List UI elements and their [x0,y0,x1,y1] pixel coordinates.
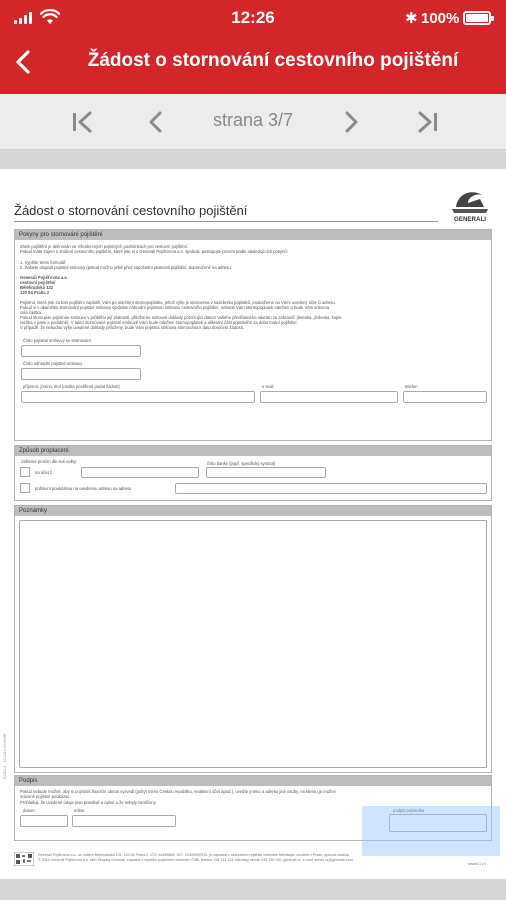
instruction-text: Pojistná, která jste za toto pojištění zaplatili, Vám po odečtení stornopoplatku, jehož výše je stanovena v sazebníku poplatků, poukážeme na Vámi uvedený účet či adresu. [20,300,336,305]
instruction-text: Pokud máte zájem o zrušení cestovního pojištění, které jste si u Generali Pojišťovna a.s. sjednali, postupujte prosím podle následujících pokynů: [20,249,288,254]
document-footer [38,853,353,862]
footer-line: © 2015 Generali Pojišťovna a.s. člen Skupiny Generali, zapsané v rejstříku pojišťoven vedeném ČNB, telefon: 241 114 114, klientský servis: 244 190 190, generali.cz, e-mail: servis.cz@generali.com [38,857,353,862]
account-number-field[interactable] [81,467,199,478]
notes-field[interactable] [19,520,487,768]
bank-code-field[interactable] [206,467,326,478]
signature-field[interactable] [389,814,487,832]
name-field[interactable] [21,391,255,403]
postal-order-checkbox[interactable] [20,483,30,493]
form-code: B2101.2 - 10.2015 40.00 BR [3,733,7,779]
field-label: e-mail [262,384,274,389]
field-label: Číslo pojistné smlouvy ke stornování [23,338,91,343]
section-heading: Pokyny pro stornování pojištění [15,230,491,240]
field-label: poštovní poukázkou na uvedenou adresu na adresu [35,486,132,491]
signature-text: Pokud nebude možné, aby si pojistník finanční obnos vyzvedl (pobyt mimo Českou republiku, neaktivní účet apod.), uveďte jméno a adresu jiné osoby, na kterou je možné [20,789,336,794]
logo-text: GENERALI [454,216,486,223]
address-line: 120 84 Praha 2 [20,290,50,295]
next-page-button[interactable] [337,108,365,136]
document-page-number: strana 1 z 1 [468,862,487,866]
bank-account-checkbox[interactable] [20,467,30,477]
title-underline [14,221,438,222]
footer-line: Generali Pojišťovna a.s., se sídlem Bělehradská 132, 120 84 Praha 2, IČO: 61859869, DIČ: CZ699000761, je zapsaná v obchodním rejstříku vedeném Městským soudem v Praze, spisová značka [38,853,349,857]
instruction-text: V případě, že nebudou výše uvedené doklady přiloženy, bude Vám pojistná smlouva stornována k datu doručení žádosti. [20,325,244,330]
field-label: datum [23,808,35,813]
instruction-step: 2. Zašlete originál pojistné smlouvy (pokud možno ještě před započetím platnosti pojištění, doporučeně na adresu: [20,265,232,270]
bluetooth-icon: ✱ [405,10,418,27]
document-title: Žádost o stornování cestovního pojištění [14,203,248,218]
generali-logo [446,185,494,225]
page-gap [0,151,506,169]
policy-number-field[interactable] [21,345,141,357]
section-signature [14,775,492,841]
place-field[interactable] [72,815,176,827]
instruction-step: 1. Vyplňte tento formulář [20,260,66,265]
email-field[interactable] [260,391,398,403]
signature-text: vrácené pojistné poukázat. [20,794,70,799]
instruction-text: celá částka. [20,310,43,315]
field-label: příjmení, jméno, titul (osoba pověřená podat žádost) [23,384,120,389]
phone-field[interactable] [403,391,487,403]
section-heading: Poznámky [15,506,491,516]
field-label: podpis pojistníka [393,808,425,813]
screen-title: Žádost o stornování cestovního pojištění [87,50,459,71]
app-header [0,0,506,94]
section-payout [14,445,492,501]
page-gap-bottom [0,879,506,900]
section-heading: Podpis [15,776,491,786]
field-label: místo [74,808,85,813]
page-navigator [0,94,506,150]
address-line: cestovní pojištění [20,280,56,285]
instruction-text: Pokud si v okamžiku stornování pojistné smlouvy sjednáte náhradní pojistnou smlouvu cestovního pojištění, nebude Vám stornopoplatek odečten a bude Vám vrácena [20,305,330,310]
battery-icon [463,11,491,25]
date-field[interactable] [20,815,68,827]
section-notes [14,505,492,773]
section-instructions [14,229,492,441]
back-button[interactable] [10,48,38,76]
status-time: 12:26 [231,8,275,27]
instruction-text: Zánik pojištění je definován ve Všeobecných pojistných podmínkách pro cestovní pojištění. [20,244,189,249]
section-heading: Způsob proplacení [15,446,491,456]
postal-address-field[interactable] [175,483,487,494]
signature-text: Prohlašuji, že uvedené údaje jsou pravdivé a úplné a že nebyly zamlčeny. [20,800,157,805]
replacement-policy-field[interactable] [21,368,141,380]
battery-fill [466,14,488,22]
page-indicator: strana 3/7 [212,110,294,130]
address-line: Generali Pojišťovna a.s. [20,275,68,280]
field-label: číslo banky (popř. specifický symbol) [207,461,276,466]
document-page[interactable] [0,169,506,879]
instruction-text: razítka v pase a podobně). V takto stornované pojistné smlouvě Vám bude odečten stornopoplatek a alikvotní část pojistného za dobu trvání pojištění. [20,320,298,325]
field-label: telefon [405,384,418,389]
field-label: Číslo náhradní pojistné smlouvy [23,361,83,366]
field-label: zašleme prosím dle své volby: [21,459,78,464]
battery-percent: 100% [421,10,460,27]
qr-code-icon [14,852,34,866]
instruction-text: Pokud stornujete pojistnou smlouvu v průběhu její platnosti, přiložte ke smlouvě doklady potvrzující datum Vašeho předčasného návratu ze zahraničí (letenka, jízdenka, kopie [20,315,342,320]
status-bar [0,0,506,38]
address-line: Bělehradská 132 [20,285,54,290]
last-page-button[interactable] [414,108,442,136]
field-label: na účet č. [35,470,54,475]
